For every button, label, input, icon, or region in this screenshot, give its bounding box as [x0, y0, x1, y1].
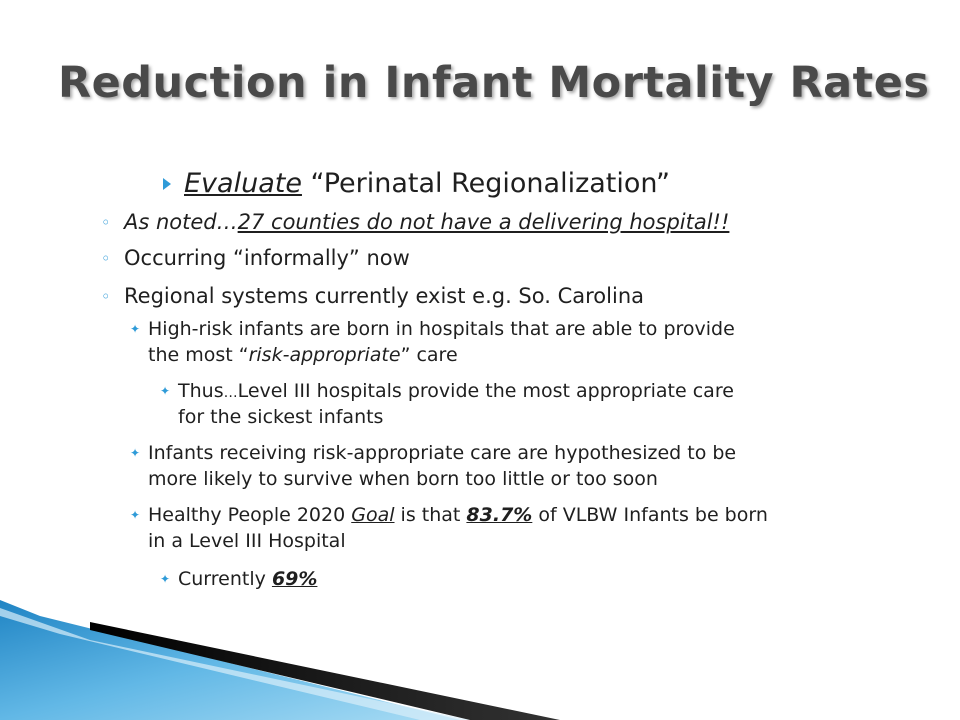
circle-bullet-icon: ◦: [101, 287, 111, 306]
bullet-infants-receiving-line2: more likely to survive when born too little or too soon: [148, 468, 658, 490]
bullet-thus-line1: [178, 380, 734, 402]
bullet-infants-receiving-line1: Infants receiving risk-appropriate care are hypothesized to be: [148, 442, 737, 464]
text-segment: ” care: [400, 344, 458, 366]
dot-bullet-icon: ✦: [130, 322, 141, 336]
text-segment: is that: [394, 504, 467, 526]
counties-text: 27 counties do not have a delivering hospital!!: [237, 210, 730, 234]
bullet-currently: [178, 568, 317, 590]
circle-bullet-icon: ◦: [101, 249, 111, 268]
bullet-high-risk-line2: [148, 344, 458, 366]
dot-bullet-icon: ✦: [160, 572, 171, 586]
text-segment: Thus: [178, 380, 224, 402]
bullet-occurring: Occurring “informally” now: [124, 246, 410, 270]
as-noted-text: As noted…: [124, 210, 238, 234]
target-percent-text: 83.7%: [466, 504, 533, 526]
slide-title: Reduction in Infant Mortality Rates: [58, 58, 930, 108]
perinatal-regionalization-text: “Perinatal Regionalization”: [301, 168, 671, 199]
bullet-evaluate: [184, 168, 670, 199]
dot-bullet-icon: ✦: [160, 384, 171, 398]
text-segment: Currently: [178, 568, 272, 590]
bullet-thus-line2: for the sickest infants: [178, 406, 384, 428]
dot-bullet-icon: ✦: [130, 446, 141, 460]
dot-bullet-icon: ✦: [130, 508, 141, 522]
triangle-bullet-icon: [163, 178, 171, 190]
bullet-healthy-people-line1: [148, 504, 768, 526]
goal-text: Goal: [351, 504, 395, 526]
bullet-healthy-people-line2: in a Level III Hospital: [148, 530, 346, 552]
bullet-as-noted: [124, 210, 729, 234]
text-segment: Healthy People 2020: [148, 504, 352, 526]
text-segment: Level III hospitals provide the most appropriate care: [237, 380, 734, 402]
circle-bullet-icon: ◦: [101, 213, 111, 232]
text-segment: the most “: [148, 344, 249, 366]
bullet-regional-systems: Regional systems currently exist e.g. So. Carolina: [124, 284, 644, 308]
risk-appropriate-text: risk-appropriate: [248, 344, 401, 366]
ellipsis-text: …: [223, 385, 238, 401]
current-percent-text: 69%: [271, 568, 318, 590]
text-segment: of VLBW Infants be born: [532, 504, 768, 526]
bullet-high-risk-line1: High-risk infants are born in hospitals that are able to provide: [148, 318, 735, 340]
evaluate-word: Evaluate: [184, 168, 302, 199]
decorative-swoosh: [0, 600, 960, 720]
